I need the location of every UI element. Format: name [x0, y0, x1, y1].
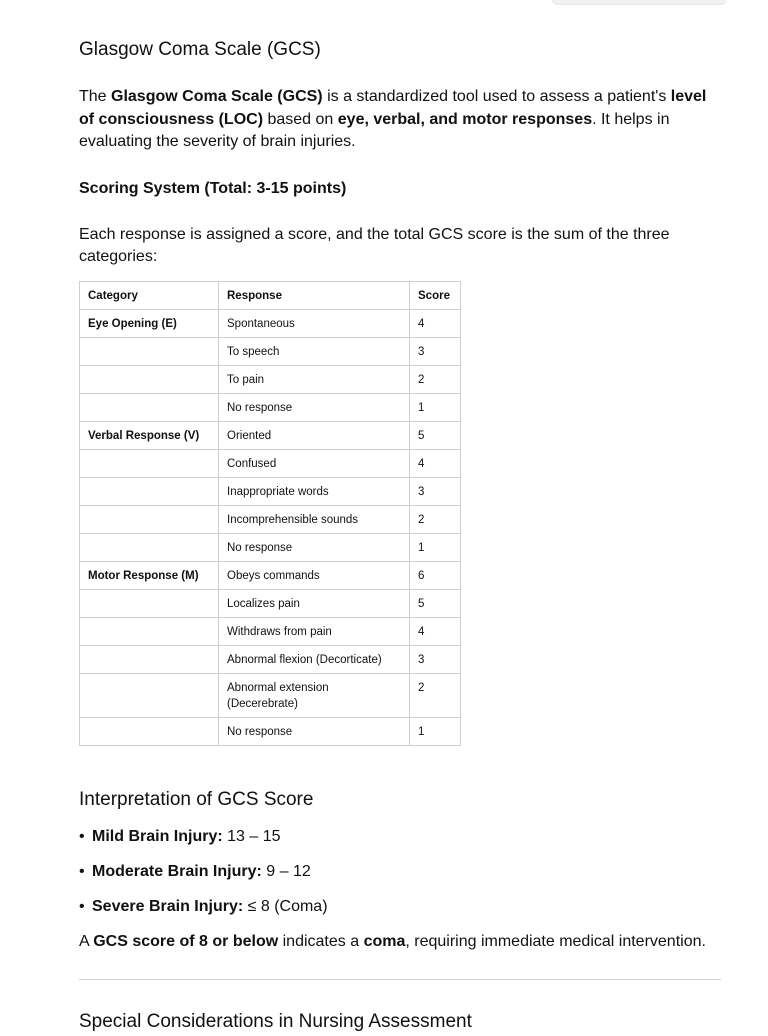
- closing-bold-coma: coma: [363, 932, 406, 950]
- score-cell: 3: [410, 337, 461, 365]
- closing-text-2: indicates a: [278, 932, 364, 950]
- category-cell: [80, 393, 219, 421]
- table-row: [80, 365, 461, 393]
- table-header-row: [80, 281, 461, 309]
- table-row: [80, 477, 461, 505]
- response-cell: No response: [219, 393, 410, 421]
- interpretation-value: 9 – 12: [261, 862, 311, 880]
- table-row: [80, 505, 461, 533]
- closing-paragraph: [79, 931, 721, 954]
- next-section-heading: Special Considerations in Nursing Assessment: [79, 1011, 472, 1032]
- category-cell: [80, 449, 219, 477]
- score-cell: 2: [410, 505, 461, 533]
- table-row: [80, 561, 461, 589]
- response-cell: No response: [219, 717, 410, 745]
- list-item: [79, 896, 721, 918]
- response-cell: Obeys commands: [219, 561, 410, 589]
- category-cell: [80, 337, 219, 365]
- table-row: [80, 309, 461, 337]
- category-cell: [80, 673, 219, 717]
- response-cell: No response: [219, 533, 410, 561]
- response-cell: Spontaneous: [219, 309, 410, 337]
- category-cell: [80, 505, 219, 533]
- closing-bold-score: GCS score of 8 or below: [93, 932, 279, 950]
- category-cell: Verbal Response (V): [80, 421, 219, 449]
- intro-bold-gcs: Glasgow Coma Scale (GCS): [111, 88, 323, 105]
- closing-text-1: A: [79, 932, 94, 950]
- response-cell: Oriented: [219, 421, 410, 449]
- table-row: [80, 337, 461, 365]
- list-item: [79, 826, 721, 848]
- intro-text-4: . It helps in evaluating the severity of brain injuries.: [79, 110, 670, 150]
- table-row: [80, 645, 461, 673]
- response-cell: Inappropriate words: [219, 477, 410, 505]
- score-cell: 1: [410, 533, 461, 561]
- category-cell: [80, 589, 219, 617]
- table-row: [80, 673, 461, 717]
- category-cell: Motor Response (M): [80, 561, 219, 589]
- table-row: [80, 449, 461, 477]
- top-edge-bar: [552, 0, 726, 5]
- response-cell: To pain: [219, 365, 410, 393]
- table-row: [80, 393, 461, 421]
- interpretation-label: Severe Brain Injury:: [92, 897, 244, 915]
- response-cell: Incomprehensible sounds: [219, 505, 410, 533]
- response-cell: Abnormal extension (Decerebrate): [219, 673, 410, 717]
- interpretation-label: Mild Brain Injury:: [92, 827, 223, 845]
- category-cell: Eye Opening (E): [80, 309, 219, 337]
- category-cell: [80, 717, 219, 745]
- score-cell: 1: [410, 393, 461, 421]
- section-divider: [79, 979, 721, 980]
- score-cell: 3: [410, 477, 461, 505]
- category-cell: [80, 617, 219, 645]
- score-cell: 5: [410, 421, 461, 449]
- response-cell: Abnormal flexion (Decorticate): [219, 645, 410, 673]
- intro-text-3: based on: [263, 110, 338, 128]
- category-cell: [80, 645, 219, 673]
- table-header-category: Category: [80, 281, 219, 309]
- score-cell: 4: [410, 309, 461, 337]
- response-cell: Withdraws from pain: [219, 617, 410, 645]
- scoring-heading: Scoring System (Total: 3-15 points): [79, 179, 347, 197]
- interpretation-label: Moderate Brain Injury:: [92, 862, 262, 880]
- response-cell: Confused: [219, 449, 410, 477]
- table-header-response: Response: [219, 281, 410, 309]
- page-title: Glasgow Coma Scale (GCS): [79, 39, 321, 60]
- table-row: [80, 717, 461, 745]
- score-cell: 4: [410, 617, 461, 645]
- scoring-text: Each response is assigned a score, and the total GCS score is the sum of the three categories:: [79, 225, 670, 265]
- score-cell: 1: [410, 717, 461, 745]
- intro-paragraph: [79, 86, 721, 154]
- category-cell: [80, 365, 219, 393]
- interpretation-value: 13 – 15: [222, 827, 281, 845]
- table-row: [80, 421, 461, 449]
- document-content: [79, 36, 721, 1036]
- score-cell: 3: [410, 645, 461, 673]
- gcs-table: [79, 281, 461, 746]
- list-item: [79, 861, 721, 883]
- score-cell: 6: [410, 561, 461, 589]
- category-cell: [80, 533, 219, 561]
- interpretation-list: [79, 826, 721, 918]
- bullet-icon: •: [79, 862, 85, 880]
- intro-bold-responses: eye, verbal, and motor responses: [337, 110, 593, 128]
- closing-text-3: , requiring immediate medical intervention.: [405, 932, 706, 950]
- table-row: [80, 589, 461, 617]
- bullet-icon: •: [79, 827, 85, 845]
- score-cell: 2: [410, 365, 461, 393]
- intro-bold-loc: level of consciousness (LOC): [79, 88, 707, 128]
- table-row: [80, 617, 461, 645]
- intro-text-1: The: [79, 88, 112, 105]
- table-row: [80, 533, 461, 561]
- score-cell: 4: [410, 449, 461, 477]
- intro-text-2: is a standardized tool used to assess a patient's: [322, 88, 671, 105]
- score-cell: 5: [410, 589, 461, 617]
- table-body: [80, 309, 461, 745]
- interpretation-value: ≤ 8 (Coma): [243, 897, 328, 915]
- category-cell: [80, 477, 219, 505]
- table-header-score: Score: [410, 281, 461, 309]
- response-cell: Localizes pain: [219, 589, 410, 617]
- interpretation-heading: Interpretation of GCS Score: [79, 788, 314, 810]
- score-cell: 2: [410, 673, 461, 717]
- response-cell: To speech: [219, 337, 410, 365]
- bullet-icon: •: [79, 897, 85, 915]
